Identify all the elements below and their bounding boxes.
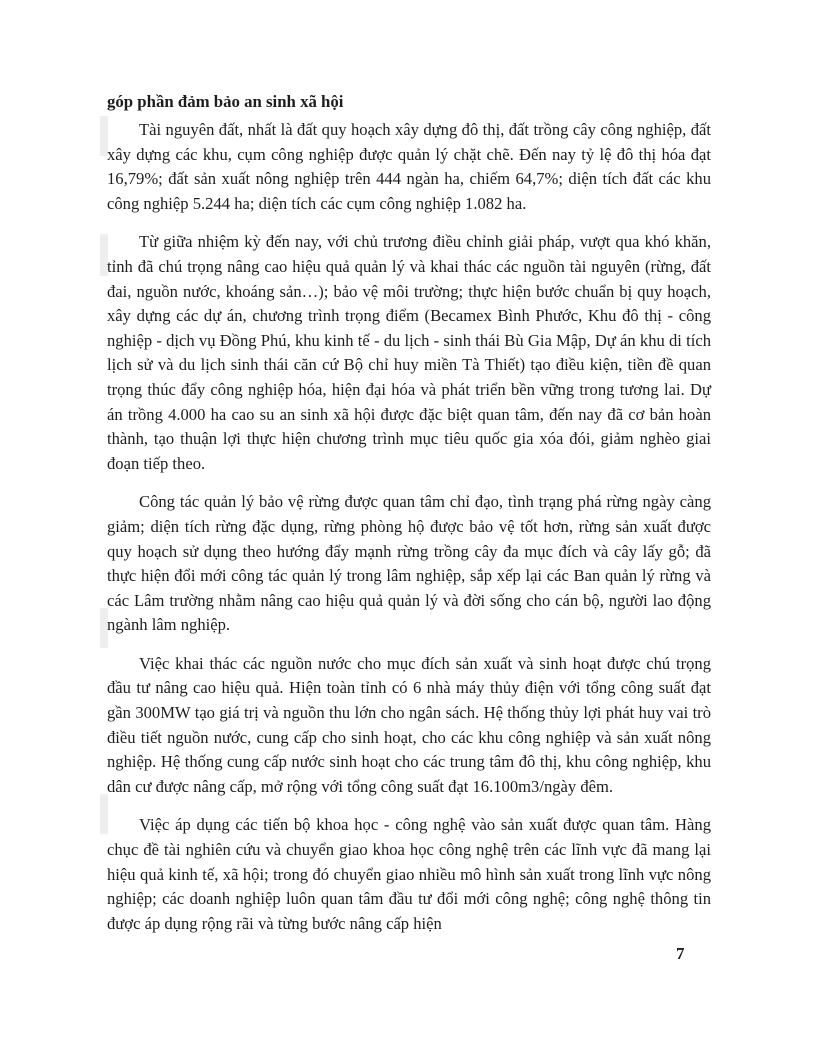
- paragraph-water-resources: Việc khai thác các nguồn nước cho mục đích sản xuất và sinh hoạt được chú trọng đầu tư nâng cao hiệu quả. Hiện toàn tỉnh có 6 nhà máy thủy điện với tổng công suất đạt gần 300MW tạo giá trị và nguồn thu lớn cho ngân sách. Hệ thống thủy lợi phát huy vai trò điều tiết nguồn nước, cung cấp cho sinh hoạt, cho các khu công nghiệp và sản xuất nông nghiệp. Hệ thống cung cấp nước sinh hoạt cho các trung tâm đô thị, khu công nghiệp, khu dân cư được nâng cấp, mở rộng với tổng công suất đạt 16.100m3/ngày đêm.: [107, 653, 711, 796]
- page-number: 7: [676, 944, 685, 963]
- paragraph-science-technology: Việc áp dụng các tiến bộ khoa học - công nghệ vào sản xuất được quan tâm. Hàng chục đề tài nghiên cứu và chuyển giao khoa học công nghệ trên các lĩnh vực đã mang lại hiệu quả kinh tế, xã hội; trong đó chuyển giao nhiều mô hình sản xuất trong lĩnh vực nông nghiệp; các doanh nghiệp luôn quan tâm đầu tư đổi mới công nghệ; công nghệ thông tin được áp dụng rộng rãi và từng bước nâng cấp hiện: [107, 815, 711, 933]
- section-heading: góp phần đảm bảo an sinh xã hội: [107, 92, 344, 111]
- document-body: [107, 90, 711, 950]
- paragraph-forest-protection: Công tác quản lý bảo vệ rừng được quan tâm chỉ đạo, tình trạng phá rừng ngày càng giảm; diện tích rừng đặc dụng, rừng phòng hộ được bảo vệ tốt hơn, rừng sản xuất được quy hoạch sử dụng theo hướng đẩy mạnh rừng trồng cây đa mục đích và cây lấy gỗ; đã thực hiện đổi mới công tác quản lý trong lâm nghiệp, sắp xếp lại các Ban quản lý rừng và các Lâm trường nhằm nâng cao hiệu quả quản lý và đời sống cho cán bộ, người lao động ngành lâm nghiệp.: [107, 492, 711, 635]
- paragraph-land-resources: Tài nguyên đất, nhất là đất quy hoạch xây dựng đô thị, đất trồng cây công nghiệp, đất xây dựng các khu, cụm công nghiệp được quản lý chặt chẽ. Đến nay tỷ lệ đô thị hóa đạt 16,79%; đất sản xuất nông nghiệp trên 444 ngàn ha, chiếm 64,7%; diện tích đất các khu công nghiệp 5.244 ha; diện tích các cụm công nghiệp 1.082 ha.: [107, 120, 711, 213]
- paragraph-resource-management: Từ giữa nhiệm kỳ đến nay, với chủ trương điều chỉnh giải pháp, vượt qua khó khăn, tỉnh đã chú trọng nâng cao hiệu quả quản lý và khai thác các nguồn tài nguyên (rừng, đất đai, nguồn nước, khoáng sản…); bảo vệ môi trường; thực hiện bước chuẩn bị quy hoạch, xây dựng các dự án, chương trình trọng điểm (Becamex Bình Phước, Khu đô thị - công nghiệp - dịch vụ Đồng Phú, khu kinh tế - du lịch - sinh thái Bù Gia Mập, Dự án khu di tích lịch sử và du lịch sinh thái căn cứ Bộ chỉ huy miền Tà Thiết) tạo điều kiện, tiền đề quan trọng thúc đẩy công nghiệp hóa, hiện đại hóa và phát triển bền vững trong tương lai. Dự án trồng 4.000 ha cao su an sinh xã hội được đặc biệt quan tâm, đến nay đã cơ bản hoàn thành, tạo thuận lợi thực hiện chương trình mục tiêu quốc gia xóa đói, giảm nghèo giai đoạn tiếp theo.: [107, 232, 711, 473]
